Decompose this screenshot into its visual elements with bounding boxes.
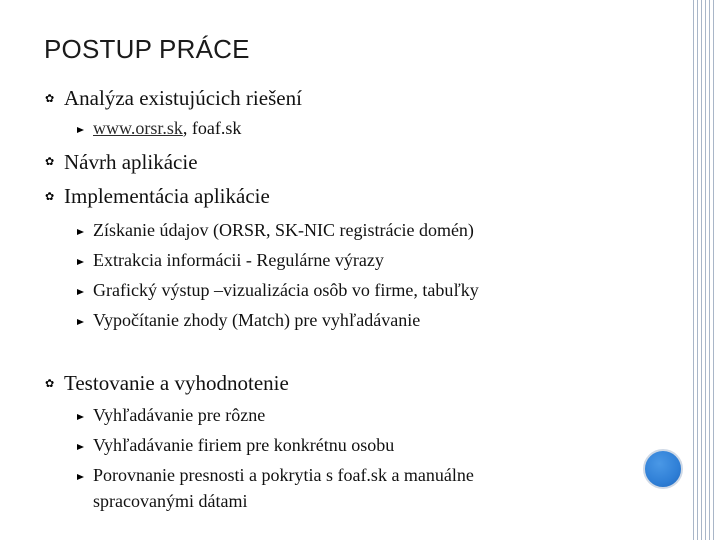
bullet-text: Návrh aplikácie: [64, 150, 198, 174]
bullet-text: Vypočítanie zhody (Match) pre vyhľadávanie: [93, 310, 421, 330]
right-border-line: [693, 0, 694, 540]
orsr-link[interactable]: www.orsr.sk: [93, 118, 183, 138]
bullet-text: Analýza existujúcich riešení: [64, 86, 302, 110]
bullet-text: Vyhľadávanie pre rôzne: [93, 405, 266, 425]
bullet-text: Získanie údajov (ORSR, SK-NIC registrácie domén): [93, 220, 474, 240]
arrow-bullet-icon: [77, 474, 84, 480]
bullet-text: [93, 118, 241, 139]
bullet-text: Porovnanie presnosti a pokrytia s foaf.sk a manuálne: [93, 465, 474, 485]
right-border-line: [697, 0, 698, 540]
right-border-line: [709, 0, 710, 540]
arrow-bullet-icon: [77, 444, 84, 450]
bullet-text: Grafický výstup –vizualizácia osôb vo firme, tabuľky: [93, 280, 479, 300]
right-border-line: [713, 0, 714, 540]
arrow-bullet-icon: [77, 319, 84, 325]
bullet-text: Vyhľadávanie firiem pre konkrétnu osobu: [93, 435, 395, 455]
arrow-bullet-icon: [77, 127, 84, 133]
link-suffix: , foaf.sk: [182, 118, 242, 138]
arrow-bullet-icon: [77, 414, 84, 420]
bullet-text: Testovanie a vyhodnotenie: [64, 371, 289, 395]
arrow-bullet-icon: [77, 229, 84, 235]
bullet-text: Extrakcia informácii - Regulárne výrazy: [93, 250, 384, 270]
bullet-text: Implementácia aplikácie: [64, 184, 270, 208]
bullet-icon: ✿: [45, 155, 55, 168]
slide-title: POSTUP PRÁCE: [44, 34, 250, 64]
arrow-bullet-icon: [77, 259, 84, 265]
right-border-line: [701, 0, 702, 540]
arrow-bullet-icon: [77, 289, 84, 295]
decorative-circle: [643, 449, 683, 489]
bullet-icon: ✿: [45, 190, 55, 203]
bullet-icon: ✿: [45, 377, 55, 390]
right-border-line: [705, 0, 706, 540]
bullet-icon: ✿: [45, 92, 55, 105]
bullet-text-continuation: spracovanými dátami: [93, 491, 248, 511]
